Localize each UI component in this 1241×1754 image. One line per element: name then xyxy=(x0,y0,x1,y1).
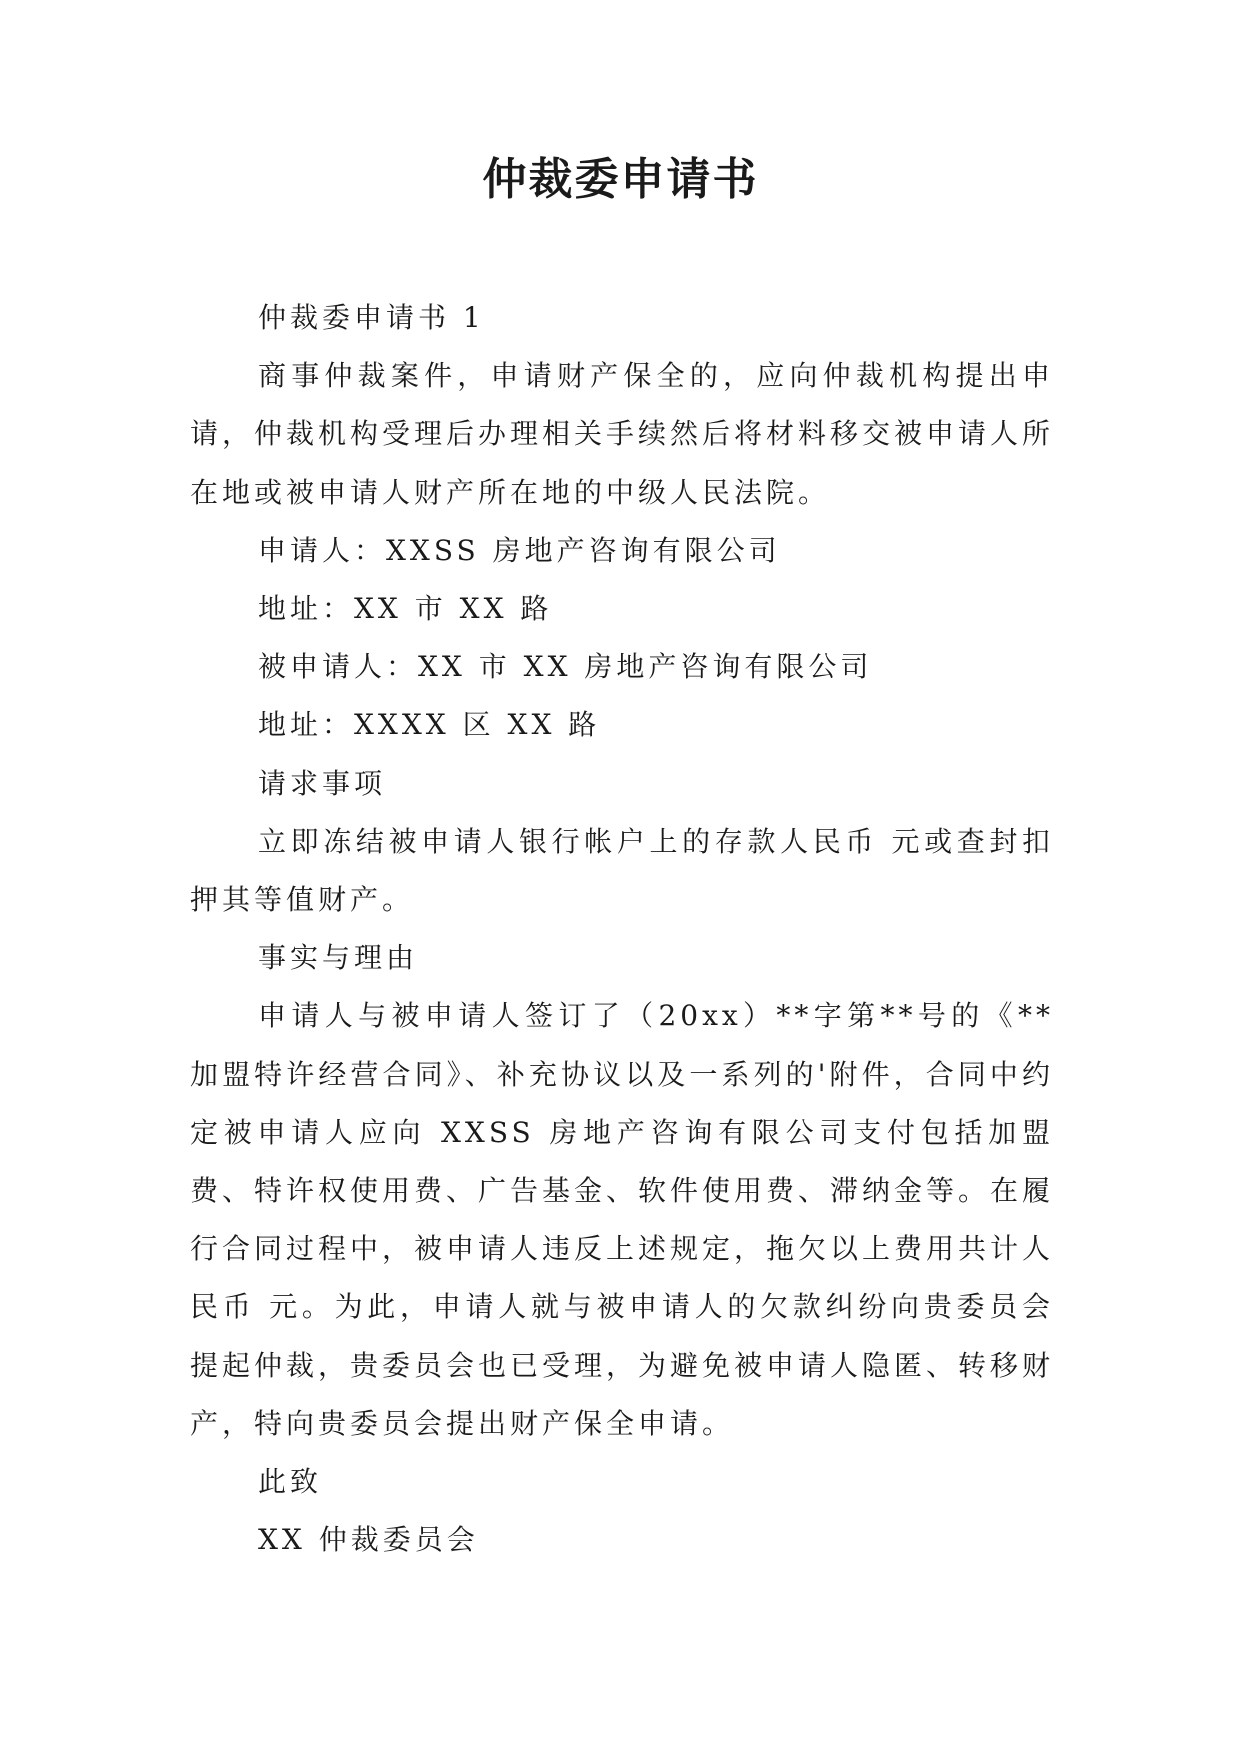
intro-paragraph: 商事仲裁案件，申请财产保全的，应向仲裁机构提出申请，仲裁机构受理后办理相关手续然后将材料移交被申请人所在地或被申请人财产所在地的中级人民法院。 xyxy=(190,359,1055,509)
salutation-line: 此致 xyxy=(258,1465,323,1499)
applicant-address-line: 地址：XX 市 XX 路 xyxy=(258,592,553,626)
applicant-line: 申请人：XXSS 房地产咨询有限公司 xyxy=(258,533,781,567)
page-title: 仲裁委申请书 xyxy=(482,154,759,205)
facts-heading: 事实与理由 xyxy=(258,941,419,975)
addressee-line: XX 仲裁委员会 xyxy=(258,1523,479,1557)
facts-paragraph: 申请人与被申请人签订了（20xx）**字第**号的《**加盟特许经营合同》、补充协议以及一系列的'附件，合同中约定被申请人应向 XXSS 房地产咨询有限公司支付包括加盟费、特许权使用费、广告基金、软件使用费、滞纳金等。在履行合同过程中，被申请人违反上述规定，拖欠以上费用共计人民币 元。为此，申请人就与被申请人的欠款纠纷向贵委员会提起仲裁，贵委员会也已受理，为避免被申请人隐匿、转移财产，特向贵委员会提出财产保全申请。 xyxy=(190,999,1055,1440)
document-body xyxy=(190,289,1054,1569)
requests-paragraph: 立即冻结被申请人银行帐户上的存款人民币 元或查封扣押其等值财产。 xyxy=(190,824,1054,917)
respondent-address-line: 地址：XXXX 区 XX 路 xyxy=(258,708,601,742)
subtitle-paragraph: 仲裁委申请书 1 xyxy=(258,301,485,334)
respondent-line: 被申请人：XX 市 XX 房地产咨询有限公司 xyxy=(258,650,873,684)
requests-heading: 请求事项 xyxy=(258,766,387,800)
